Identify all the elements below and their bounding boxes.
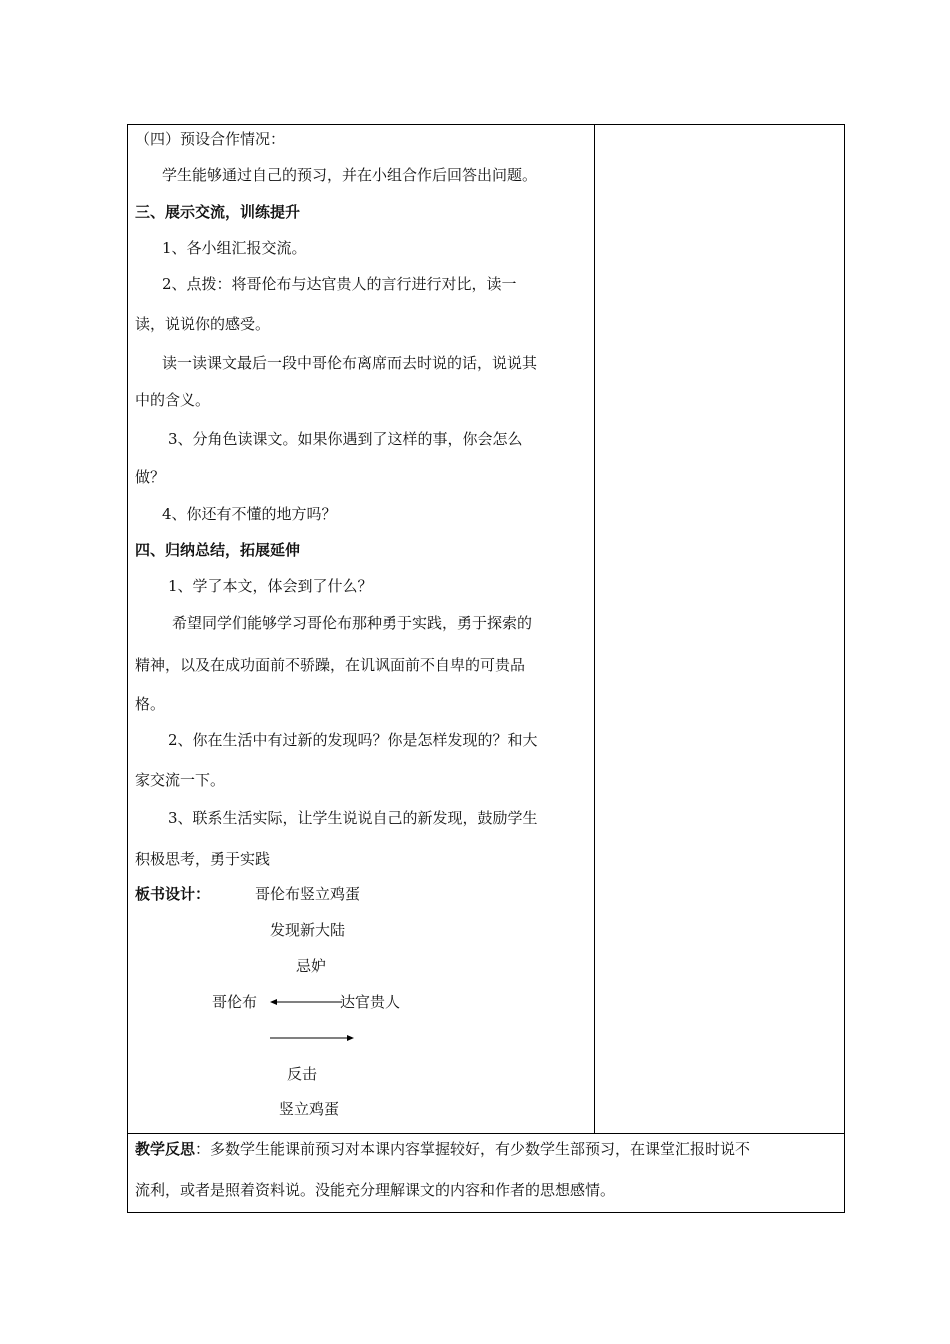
heading-section-four: 四、归纳总结，拓展延伸 bbox=[135, 541, 301, 559]
row-divider bbox=[128, 1133, 844, 1134]
section-four-subheading: （四）预设合作情况： bbox=[135, 130, 286, 148]
list-item-2-line2: 读，说说你的感受。 bbox=[135, 315, 271, 333]
board-stand-egg: 竖立鸡蛋 bbox=[279, 1100, 340, 1118]
summary-item-2-line1: 2、你在生活中有过新的发现吗？你是怎样发现的？和大 bbox=[168, 731, 538, 749]
list-item-3-line2: 做？ bbox=[135, 468, 166, 486]
board-design-label: 板书设计： bbox=[135, 885, 211, 903]
hope-paragraph-line3: 格。 bbox=[135, 695, 166, 713]
board-title: 哥伦布竖立鸡蛋 bbox=[255, 885, 361, 903]
board-discover: 发现新大陆 bbox=[270, 921, 346, 939]
board-columbus: 哥伦布 bbox=[212, 993, 258, 1011]
paragraph-cooperation: 学生能够通过自己的预习，并在小组合作后回答出问题。 bbox=[162, 166, 538, 184]
hope-paragraph-line1: 希望同学们能够学习哥伦布那种勇于实践，勇于探索的 bbox=[172, 614, 533, 632]
heading-section-three: 三、展示交流，训练提升 bbox=[135, 203, 301, 221]
left-arrow-icon bbox=[270, 993, 342, 1011]
board-jealous: 忌妒 bbox=[296, 957, 327, 975]
board-counter: 反击 bbox=[287, 1065, 318, 1083]
list-item-3-line1: 3、分角色读课文。如果你遇到了这样的事，你会怎么 bbox=[168, 430, 523, 448]
summary-item-2-line2: 家交流一下。 bbox=[135, 771, 226, 789]
reflection-line1 bbox=[135, 1140, 750, 1158]
read-paragraph-line2: 中的含义。 bbox=[135, 391, 211, 409]
reflection-line2: 流利，或者是照着资料说。没能充分理解课文的内容和作者的思想感情。 bbox=[135, 1181, 616, 1199]
reflection-text-1: ：多数学生能课前预习对本课内容掌握较好，有少数学生部预习，在课堂汇报时说不 bbox=[195, 1140, 751, 1158]
summary-item-1: 1、学了本文，体会到了什么？ bbox=[168, 577, 373, 595]
hope-paragraph-line2: 精神，以及在成功面前不骄躁，在讥讽面前不自卑的可贵品 bbox=[135, 656, 526, 674]
read-paragraph-line1: 读一读课文最后一段中哥伦布离席而去时说的话，说说其 bbox=[162, 354, 538, 372]
column-divider bbox=[594, 125, 595, 1133]
summary-item-3-line1: 3、联系生活实际，让学生说说自己的新发现，鼓励学生 bbox=[168, 809, 538, 827]
right-arrow-icon bbox=[270, 1029, 354, 1047]
list-item-4: 4、你还有不懂的地方吗？ bbox=[162, 505, 337, 523]
list-item-1: 1、各小组汇报交流。 bbox=[162, 239, 307, 257]
board-nobles: 达官贵人 bbox=[340, 993, 401, 1011]
summary-item-3-line2: 积极思考，勇于实践 bbox=[135, 850, 271, 868]
list-item-2-line1: 2、点拨：将哥伦布与达官贵人的言行进行对比，读一 bbox=[162, 275, 517, 293]
reflection-label: 教学反思 bbox=[135, 1140, 196, 1158]
